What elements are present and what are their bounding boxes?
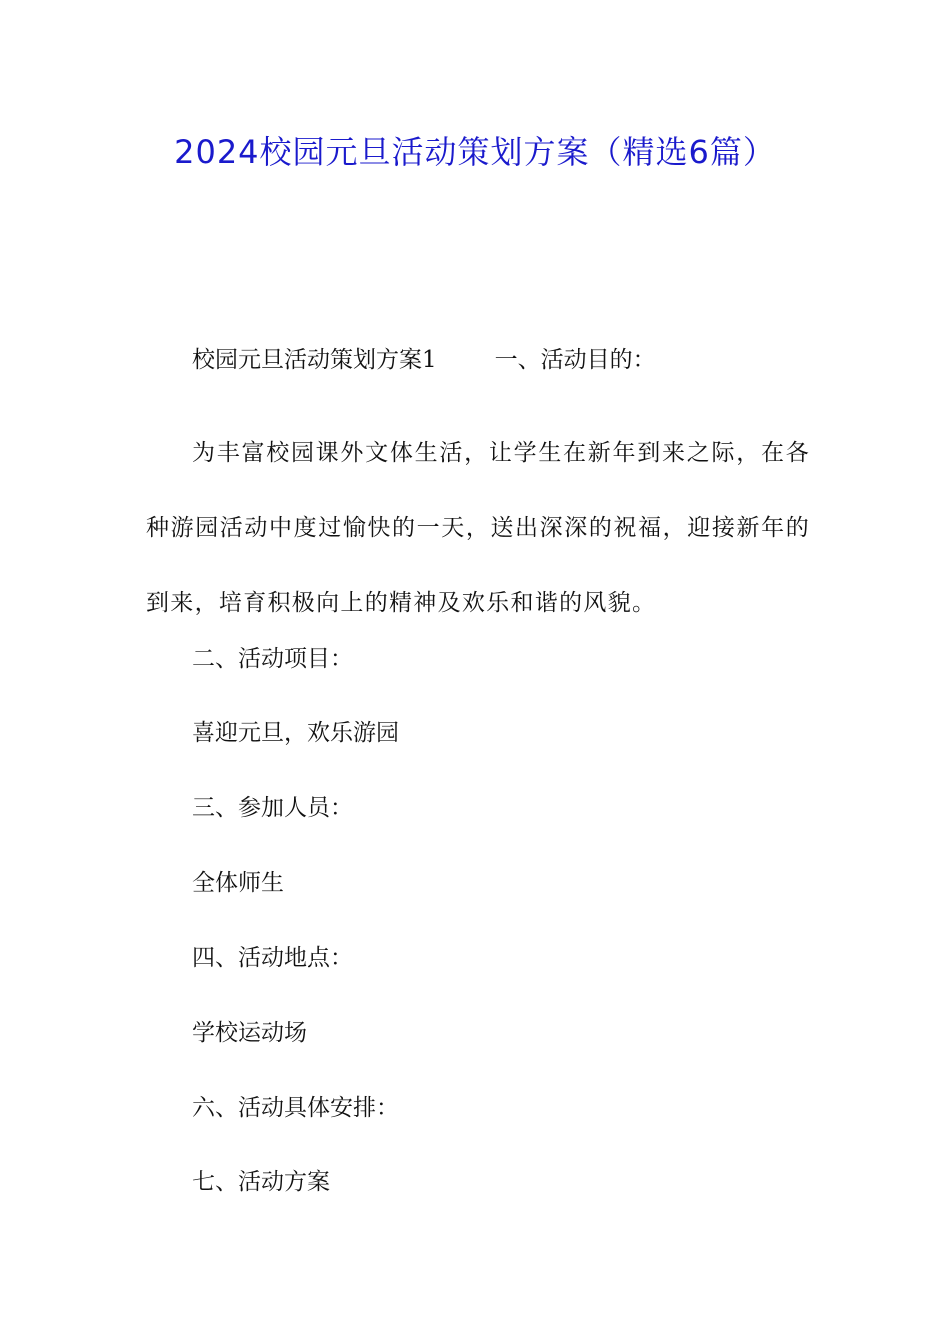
section-heading-items: 二、活动项目： — [192, 646, 353, 672]
section-heading-location: 四、活动地点： — [192, 945, 353, 971]
section-heading-purpose: 一、活动目的： — [494, 347, 656, 373]
location-text: 学校运动场 — [192, 1020, 307, 1046]
participants-text: 全体师生 — [192, 870, 284, 896]
heading-line — [192, 343, 656, 377]
purpose-paragraph: 为丰富校园课外文体生活，让学生在新年到来之际，在各种游园活动中度过愉快的一天，送出深深的祝福，迎接新年的到来，培育积极向上的精神及欢乐和谐的风貌。 — [146, 440, 810, 616]
document-title: 2024校园元旦活动策划方案（精选6篇） — [174, 133, 776, 171]
items-text: 喜迎元旦，欢乐游园 — [192, 720, 399, 746]
plan-heading: 校园元旦活动策划方案1 — [192, 347, 437, 373]
section-heading-plan: 七、活动方案 — [192, 1169, 330, 1195]
section-heading-schedule: 六、活动具体安排： — [192, 1095, 399, 1121]
section-heading-participants: 三、参加人员： — [192, 795, 353, 821]
